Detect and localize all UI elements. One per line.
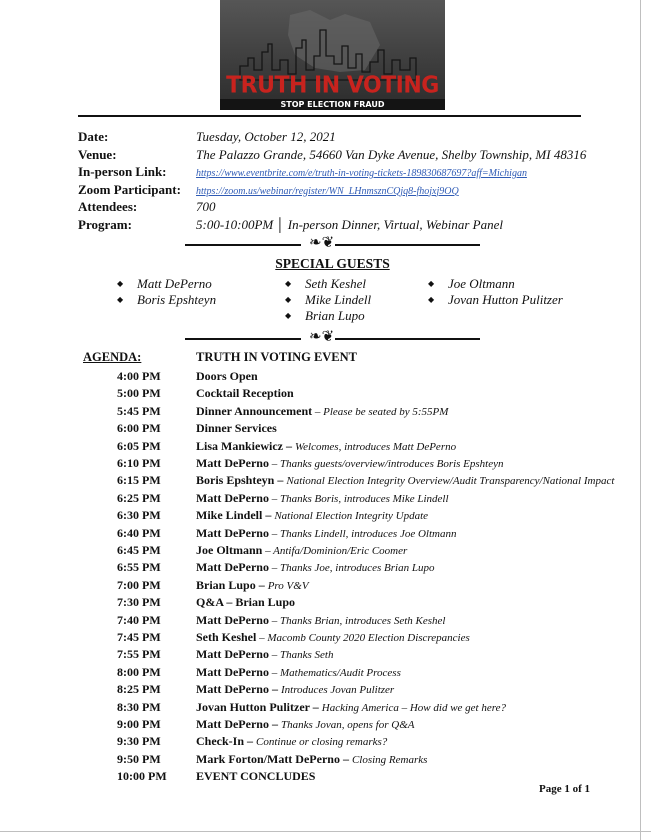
info-row-program	[78, 216, 638, 234]
agenda-time: 10:00 PM	[117, 769, 167, 784]
agenda-item	[0, 438, 640, 455]
agenda-time: 7:40 PM	[117, 612, 161, 627]
agenda-time: 8:30 PM	[117, 699, 161, 714]
agenda-description	[196, 385, 294, 403]
agenda-time: 6:10 PM	[117, 456, 161, 470]
agenda-description	[196, 681, 394, 699]
agenda-description	[196, 472, 614, 490]
agenda-speaker: Matt DePerno	[196, 612, 269, 627]
agenda-speaker: Mark Forton/Matt DePerno –	[196, 751, 352, 766]
agenda-description	[196, 594, 295, 612]
agenda-item	[0, 664, 640, 681]
venue-label: Venue:	[78, 146, 117, 162]
agenda-time: 5:00 PM	[117, 386, 161, 401]
agenda-heading: AGENDA:	[83, 350, 142, 364]
banner-title: TRUTH IN VOTING	[226, 72, 439, 99]
attendees-label: Attendees:	[78, 199, 138, 214]
banner-subtitle: STOP ELECTION FRAUD	[220, 99, 445, 110]
info-row-date	[78, 128, 638, 146]
in-person-link[interactable]: https://www.eventbrite.com/e/truth-in-voting-tickets-189830687697?aff=Michigan	[196, 168, 527, 179]
agenda-item	[0, 385, 640, 402]
agenda-speaker: Matt DePerno	[196, 525, 269, 540]
info-row-attendees	[78, 198, 638, 216]
agenda-speaker: Matt DePerno –	[196, 682, 281, 697]
agenda-topic: Hacking America – How did we get here?	[321, 701, 506, 714]
agenda-speaker: Jovan Hutton Pulitzer –	[196, 699, 322, 714]
agenda-time: 8:25 PM	[117, 682, 161, 697]
agenda-description	[196, 629, 470, 647]
page-edge-bottom	[0, 831, 651, 832]
agenda-description	[196, 438, 456, 456]
agenda-time: 9:00 PM	[117, 717, 161, 731]
diamond-bullet-icon: ◆	[285, 295, 292, 304]
agenda-item	[0, 733, 640, 750]
agenda-speaker: Seth Keshel	[196, 630, 257, 644]
agenda-time: 6:15 PM	[117, 473, 161, 488]
page-number: Page 1 of 1	[539, 783, 591, 795]
agenda-description	[196, 420, 277, 438]
agenda-event-title: TRUTH IN VOTING EVENT	[196, 350, 358, 364]
diamond-bullet-icon: ◆	[117, 279, 124, 288]
guest-item: ◆ Brian Lupo	[285, 308, 365, 323]
agenda-speaker: Lisa Mankiewicz –	[196, 438, 295, 453]
event-banner	[220, 0, 445, 110]
guest-item: ◆ Joe Oltmann	[428, 276, 515, 291]
agenda-time: 7:30 PM	[117, 595, 161, 610]
agenda-time: 9:50 PM	[117, 751, 161, 766]
agenda-time: 7:45 PM	[117, 630, 161, 644]
agenda-topic: – Thanks Brian, introduces Seth Keshel	[268, 614, 446, 627]
ornament-divider	[185, 329, 480, 346]
agenda-speaker: Dinner Announcement	[196, 403, 313, 418]
agenda-time: 6:05 PM	[117, 438, 161, 453]
agenda-speaker: Boris Epshteyn –	[196, 473, 287, 488]
agenda-item	[0, 525, 640, 542]
fleuron-icon: ❧❦	[309, 235, 335, 251]
agenda-speaker: Mike Lindell –	[196, 508, 275, 523]
agenda-description	[196, 768, 315, 786]
agenda-topic: National Election Integrity Overview/Audit Transparency/National Impact	[286, 475, 615, 488]
agenda-topic: Thanks Jovan, opens for Q&A	[280, 719, 415, 731]
agenda-description	[196, 664, 401, 682]
fleuron-icon: ❧❦	[309, 329, 335, 345]
agenda-speaker: Matt DePerno	[196, 560, 269, 575]
agenda-time: 5:45 PM	[117, 403, 161, 418]
diamond-bullet-icon: ◆	[117, 295, 124, 304]
agenda-topic: Continue or closing remarks?	[256, 736, 388, 749]
agenda-description	[196, 577, 309, 595]
agenda-topic: – Thanks Lindell, introduces Joe Oltmann	[268, 527, 457, 540]
venue-value: The Palazzo Grande, 54660 Van Dyke Avenue, Shelby Township, MI 48316	[196, 146, 587, 162]
agenda-time: 9:30 PM	[117, 734, 161, 749]
agenda-item	[0, 542, 640, 559]
agenda-speaker: Matt DePerno	[196, 647, 269, 662]
agenda-speaker: Dinner Services	[196, 421, 277, 436]
agenda-speaker: Matt DePerno –	[196, 717, 281, 731]
guest-item: ◆ Seth Keshel	[285, 276, 367, 291]
agenda-topic: Welcomes, introduces Matt DePerno	[295, 440, 457, 453]
agenda-time: 7:55 PM	[117, 647, 161, 662]
guest-item: ◆ Jovan Hutton Pulitzer	[428, 292, 563, 307]
agenda-item	[0, 472, 640, 489]
guest-item: ◆ Matt DePerno	[117, 276, 212, 291]
agenda-topic: – Please be seated by 5:55PM	[312, 405, 449, 418]
agenda-topic: Pro V&V	[267, 579, 309, 592]
agenda-time: 6:00 PM	[117, 421, 161, 436]
agenda-time: 6:45 PM	[117, 543, 161, 557]
info-row-venue	[78, 146, 638, 164]
agenda-description	[196, 751, 427, 769]
agenda-time: 7:00 PM	[117, 577, 161, 592]
agenda-time: 4:00 PM	[117, 369, 161, 383]
info-row-in-person-link	[78, 163, 638, 181]
agenda-item	[0, 368, 640, 385]
agenda-speaker: Doors Open	[196, 369, 258, 383]
agenda-topic: – Thanks Seth	[268, 649, 334, 662]
agenda-topic: – Thanks Boris, introduces Mike Lindell	[268, 492, 449, 505]
agenda-topic: Introduces Jovan Pulitzer	[280, 684, 395, 697]
agenda-description	[196, 733, 387, 751]
in-person-link-label: In-person Link:	[78, 164, 167, 179]
agenda-topic: National Election Integrity Update	[274, 510, 429, 523]
zoom-label: Zoom Participant:	[78, 181, 181, 197]
agenda-speaker: Q&A – Brian Lupo	[196, 595, 296, 610]
agenda-item	[0, 681, 640, 698]
diamond-bullet-icon: ◆	[428, 295, 435, 304]
diamond-bullet-icon: ◆	[285, 311, 292, 320]
agenda-speaker: Joe Oltmann	[196, 543, 263, 557]
agenda-description	[196, 716, 414, 734]
agenda-description	[196, 403, 448, 421]
diamond-bullet-icon: ◆	[428, 279, 435, 288]
info-row-zoom	[78, 181, 638, 199]
agenda-item	[0, 594, 640, 611]
program-value: 5:00-10:00PM │ In-person Dinner, Virtual, Webinar Panel	[196, 216, 503, 232]
agenda-description	[196, 559, 434, 577]
header-rule	[78, 115, 581, 117]
agenda-item	[0, 699, 640, 716]
agenda-topic: – Thanks Joe, introduces Brian Lupo	[268, 562, 435, 575]
agenda-item	[0, 629, 640, 646]
agenda-topic: – Thanks guests/overview/introduces Boris Epshteyn	[268, 458, 504, 470]
agenda-speaker: Matt DePerno	[196, 490, 269, 505]
agenda-item	[0, 751, 640, 768]
agenda-item	[0, 646, 640, 663]
agenda-item	[0, 716, 640, 733]
diamond-bullet-icon: ◆	[285, 279, 292, 288]
agenda-item	[0, 559, 640, 576]
special-guests-title: SPECIAL GUESTS	[275, 256, 390, 271]
date-value: Tuesday, October 12, 2021	[196, 129, 336, 144]
agenda-speaker: Matt DePerno	[196, 664, 269, 679]
agenda-topic: – Antifa/Dominion/Eric Coomer	[262, 545, 408, 557]
agenda-description	[196, 490, 449, 508]
agenda-item	[0, 612, 640, 629]
agenda-speaker: Brian Lupo –	[196, 577, 268, 592]
agenda-description	[196, 699, 506, 717]
agenda-speaker: Matt DePerno	[196, 456, 269, 470]
agenda-topic: Closing Remarks	[351, 753, 428, 766]
agenda-time: 6:40 PM	[117, 525, 161, 540]
agenda-time: 8:00 PM	[117, 664, 161, 679]
agenda-speaker: Cocktail Reception	[196, 386, 294, 401]
agenda-speaker: EVENT CONCLUDES	[196, 769, 316, 784]
guest-item: ◆ Boris Epshteyn	[117, 292, 217, 307]
agenda-description	[196, 525, 456, 543]
page-edge-right	[640, 0, 641, 840]
agenda-time: 6:25 PM	[117, 490, 161, 505]
agenda-description	[196, 507, 428, 525]
agenda-description	[196, 455, 504, 473]
agenda-description	[196, 368, 258, 386]
agenda-topic: – Macomb County 2020 Election Discrepancies	[256, 632, 470, 644]
agenda-item	[0, 577, 640, 594]
agenda-description	[196, 646, 333, 664]
agenda-item	[0, 455, 640, 472]
guest-item: ◆ Mike Lindell	[285, 292, 372, 307]
agenda-item	[0, 507, 640, 524]
event-info	[78, 128, 638, 233]
program-label: Program:	[78, 216, 132, 232]
attendees-value: 700	[196, 199, 216, 214]
ornament-divider	[185, 235, 480, 252]
date-label: Date:	[78, 129, 109, 144]
agenda-speaker: Check-In –	[196, 734, 257, 749]
zoom-link[interactable]: https://zoom.us/webinar/register/WN_LHnmsznCQjq8-fhojxj9OQ	[196, 185, 459, 197]
agenda-time: 6:55 PM	[117, 560, 161, 575]
agenda-description	[196, 612, 445, 630]
agenda-topic: – Mathematics/Audit Process	[268, 666, 401, 679]
agenda-time: 6:30 PM	[117, 508, 161, 523]
agenda-item	[0, 403, 640, 420]
agenda-item	[0, 420, 640, 437]
agenda-description	[196, 542, 407, 560]
agenda-item	[0, 490, 640, 507]
